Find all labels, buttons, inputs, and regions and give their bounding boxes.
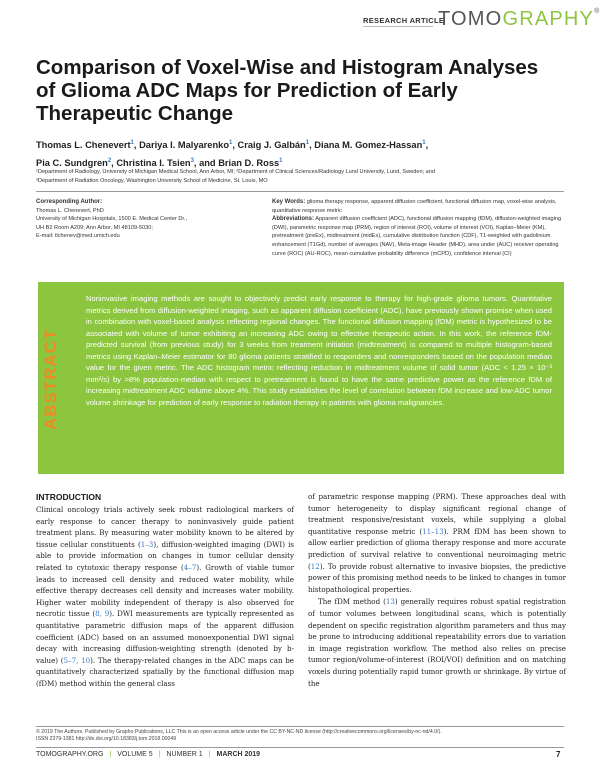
footer-rule xyxy=(36,726,564,727)
abbreviations: Abbreviations: Apparent diffusion coefficient (ADC), functional diffusion mapping (fDM), diffusion-weighted imaging (DWI), parametric response map (PRM), region of interest (ROI), volume of interest (VOI), Kaplan–Meier (KM), pretreatment (preEx), midtreatment (midEx), cumulative distribution function (CDF), T1-weighted with gadolinium enhancement (T1Gd), number of averages (NAV), Meta-image Header (MHD), area under (AUC) receiver operating curve (ROC) (AU-ROC), mean cumulative probability difference (mCPD), confidence interval (CI) xyxy=(272,216,562,257)
page-header xyxy=(0,0,600,40)
author: Craig J. Galbán$^1$, xyxy=(237,140,312,151)
corresponding-label: Corresponding Author: xyxy=(36,199,103,205)
issn-doi-line: ISSN 2379-1381 http://dx.doi.org/10.18383/j.tom.2018.00049 xyxy=(36,736,177,743)
affiliation-line: ¹Department of Radiology, University of Michigan Medical School, Ann Arbor, MI; ²Department of Clinical Sciences/Radiology Lund University, Lund, Sweden; and xyxy=(36,169,436,175)
author: Pia C. Sundgren$^2$, xyxy=(36,158,114,169)
section-heading-introduction: INTRODUCTION xyxy=(36,492,102,502)
paper-title: Comparison of Voxel-Wise and Histogram Analyses of Glioma ADC Maps for Prediction of Early Therapeutic Change xyxy=(36,56,539,125)
paragraph: of parametric response mapping (PRM). These approaches deal with tumor heterogeneity to display significant regional change of treatment responsive/resistant voxels, while supplying a global quantitative response metric (11–13). PRM fDM has been shown to allow earlier prediction of glioma therapy response and more accurate prediction of survival relative to conventional neuroimaging metric (12). To provide robust alternative to invasive biopsies, the predictive power of this promising method needs to be linked to changes in tumor histopathological properties. xyxy=(308,492,566,594)
corresponding-email: E-mail: tlchenev@med.umich.edu xyxy=(36,233,120,240)
abstract-label: ABSTRACT xyxy=(41,328,60,430)
footer-site[interactable]: TOMOGRAPHY.ORG xyxy=(36,751,104,758)
citation-link[interactable]: 13 xyxy=(385,597,395,607)
footer-date: MARCH 2019 xyxy=(216,751,261,758)
author: Diana M. Gomez-Hassan$^1$, xyxy=(314,140,429,151)
keywords-block xyxy=(272,198,564,258)
citation-link[interactable]: 8, 9 xyxy=(95,609,110,619)
paragraph: Clinical oncology trials actively seek robust radiological markers of early response to cancer therapy to noninvasively guide patient treatment plans. By measuring water mobility known to be altered by tissue cellular constituents (1–3), diffusion-weighted imaging (DWI) is able to provide information on changes in tumor cellular density related to cytotoxic therapy response (4–7). Growth of viable tumor leads to increased cell density and reduced water mobility, while effective therapy decreases cell density and increases water mobility. Higher water mobility independent of therapy is also observed for necrotic tissue (8, 9). DWI measurements are typically represented as quantitative parametric diffusion maps of the apparent diffusion coefficient (ADC) based on an assumed monoexponential DWI signal decay with increasing diffusion-weighting strength (denoted by b-value) (5–7, 10). The therapy-related changes in the ADC maps can be quantitatively characterized spatially by the functional diffusion map (fDM) method within the general class xyxy=(36,505,294,688)
citation-link[interactable]: 12 xyxy=(310,561,320,571)
keywords: Key Words: glioma therapy response, apparent diffusion coefficient, functional diffusion map, voxel-wise analysis, quantitative response metric xyxy=(272,199,557,214)
author-list xyxy=(36,135,576,171)
journal-logo-mark: ® xyxy=(594,8,600,15)
column-left xyxy=(36,504,294,691)
footer-number: NUMBER 1 xyxy=(166,751,203,758)
corresponding-address: UH B2 Room A209; Ann Arbor, MI 48109-5030; xyxy=(36,224,153,231)
footer-rule xyxy=(36,747,564,748)
header-rule xyxy=(363,26,433,27)
journal-logo-left: TOMO xyxy=(438,8,503,30)
citation-link[interactable]: 11–13 xyxy=(422,526,444,536)
page-footer: TOMOGRAPHY.ORG | VOLUME 5 | NUMBER 1 | MARCH 2019 xyxy=(36,751,261,758)
copyright-line: © 2019 The Authors. Published by Grapho Publications, LLC This is an open access article under the CC BY-NC-ND license (http://creativecommons.org/licenses/by-nc-nd/4.0/). xyxy=(36,729,442,735)
column-right xyxy=(308,491,566,690)
citation-link[interactable]: 4–7 xyxy=(183,562,197,572)
author: Dariya I. Malyarenko$^1$, xyxy=(139,140,235,151)
divider xyxy=(36,191,564,192)
author: Christina I. Tsien$^3$, and xyxy=(116,158,216,169)
corresponding-name: Thomas L. Chenevert, PhD xyxy=(36,207,104,214)
author: Brian D. Ross$^1$ xyxy=(218,158,283,169)
affiliations xyxy=(36,168,576,186)
journal-logo xyxy=(438,8,600,31)
corresponding-author xyxy=(36,198,246,241)
footer-volume: VOLUME 5 xyxy=(117,751,153,758)
corresponding-address: University of Michigan Hospitals, 1500 E. Medical Center Dr., xyxy=(36,216,188,223)
article-type: RESEARCH ARTICLE xyxy=(363,16,445,25)
page-number: 7 xyxy=(556,750,561,759)
author: Thomas L. Chenevert$^1$, xyxy=(36,140,137,151)
citation-link[interactable]: 5–7, 10 xyxy=(63,655,91,665)
affiliation-line: ³Department of Radiation Oncology, Washington University School of Medicine, St. Louis, MO xyxy=(36,178,268,184)
journal-logo-accent: GRAPHY xyxy=(502,8,595,30)
abstract-text: Noninvasive imaging methods are sought to objectively predict early response to therapy for high-grade glioma tumors. Quantitative metrics derived from diffusion-weighted imaging, such as apparent diffusion coefficient (ADC), have previously shown promise when used in combination with voxel-based analysis reflecting regional changes. The functional diffusion mapping (fDM) metric is hypothesized to be associated with volume of tumor exhibiting an increasing ADC owing to effective therapeutic action. In this work, the reference fDM-predicted survival (from previous study) for 3 weeks from treatment initiation (midtreatment) is compared to multiple histogram-based metrics using Kaplan–Meier estimator for 80 glioma patients stratified to responders and nonresponders based on the population median value for the given metric. The ADC histogram metric reflecting reduction in midtreatment volume of solid tumor (ADC < 1.25 × 10⁻³ mm²/s) by >8% population-median with respect to pretreatment is found to have the same predictive power as the reference fDM of increasing midtreatment ADC volume above 4%. This study establishes the level of correlation between fDM increase and low-ADC tumor volume shrinkage for prediction of early response to radiation therapy in patients with glioma malignancies. xyxy=(86,294,552,407)
paragraph: The fDM method (13) generally requires robust spatial registration of tumor volumes between longitudinal scans, which is potentially dependent on specific registration algorithm parameters and thus may be prone to introducing additional repeatability errors due to variation in image registration workflow. The method also relies on precise tumor region/volume-of-interest (ROI/VOI) definition and on matching voxels during potentially rapid tumor growth or shrinkage. By virtue of the xyxy=(308,597,567,688)
copyright-notice xyxy=(36,729,564,744)
citation-link[interactable]: 1–3 xyxy=(140,539,154,549)
